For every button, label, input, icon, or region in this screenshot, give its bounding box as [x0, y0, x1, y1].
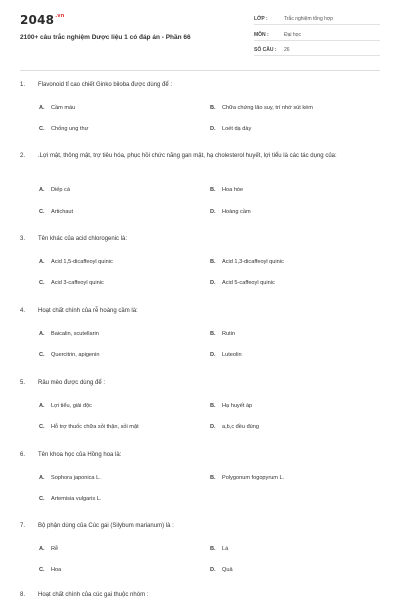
question-body: Hoạt chất chính của cúc gai thuộc nhóm :	[38, 592, 149, 598]
option-c[interactable]	[39, 352, 100, 358]
question-number: 3.	[20, 236, 26, 242]
meta-subject-value: Đại học	[284, 32, 301, 38]
option-letter: B.	[210, 475, 216, 481]
option-letter: D.	[210, 567, 216, 573]
option-text: Quả	[222, 567, 233, 573]
option-letter: B.	[210, 331, 216, 337]
question-body: Hoạt chất chính của rễ hoàng cầm là:	[38, 308, 138, 314]
option-letter: B.	[210, 187, 216, 193]
option-letter: D.	[210, 424, 216, 430]
question-body: Bộ phận dùng của Cúc gai (Silybum marianum) là :	[38, 523, 174, 529]
question-text	[20, 306, 375, 317]
option-d[interactable]	[210, 280, 275, 286]
option-letter: C.	[39, 567, 45, 573]
option-b[interactable]	[210, 259, 284, 265]
option-text: Rutin	[222, 331, 236, 337]
option-text: a,b,c đều đúng	[222, 424, 260, 430]
option-letter: A.	[39, 105, 45, 111]
site-logo[interactable]	[20, 13, 65, 27]
option-text: Hỗ trợ thuốc chữa sỏi thận, sỏi mật	[51, 424, 139, 430]
question-number: 8.	[20, 592, 26, 598]
option-c[interactable]	[39, 209, 73, 215]
question-body: Tên khoa học của Hồng hoa là:	[38, 452, 122, 458]
question-body: Flavonoid tỉ cao chiết Ginko biloba được dùng để :	[38, 82, 173, 88]
question-text	[20, 151, 375, 162]
option-letter: C.	[39, 209, 45, 215]
meta-count-label: SỐ CÂU :	[254, 47, 277, 53]
option-text: Luteolin	[222, 352, 242, 358]
option-letter: B.	[210, 105, 216, 111]
option-letter: A.	[39, 403, 45, 409]
option-a[interactable]	[39, 331, 99, 337]
option-c[interactable]	[39, 496, 101, 502]
option-letter: C.	[39, 126, 45, 132]
option-text: Artemisia vulgaris L.	[51, 496, 102, 502]
option-d[interactable]	[210, 209, 251, 215]
option-b[interactable]	[210, 331, 235, 337]
page-header	[0, 0, 400, 72]
option-a[interactable]	[39, 546, 58, 552]
question-number: 2.	[20, 153, 26, 159]
option-text: Hạ huyết áp	[222, 403, 253, 409]
option-text: Rễ	[51, 546, 59, 552]
option-text: Sophora japonica L.	[51, 475, 101, 481]
meta-subject	[254, 30, 380, 41]
option-letter: A.	[39, 331, 45, 337]
option-a[interactable]	[39, 475, 101, 481]
option-text: Quercitrin, apigenin	[51, 352, 100, 358]
option-d[interactable]	[210, 126, 251, 132]
option-d[interactable]	[210, 424, 259, 430]
option-text: Hoa	[51, 567, 62, 573]
meta-class-value: Trắc nghiệm tổng hợp	[284, 16, 333, 22]
option-b[interactable]	[210, 403, 252, 409]
option-a[interactable]	[39, 259, 113, 265]
question-number: 6.	[20, 452, 26, 458]
meta-class	[254, 14, 380, 25]
option-text: Polygonum fogopyrum L.	[222, 475, 285, 481]
logo-text: 2048	[20, 13, 55, 27]
option-letter: A.	[39, 546, 45, 552]
option-letter: D.	[210, 280, 216, 286]
question-body: Tên khác của acid chlorogenic là:	[38, 236, 128, 242]
option-letter: B.	[210, 403, 216, 409]
option-c[interactable]	[39, 126, 88, 132]
option-text: Acid 3-caffeoyl quinic	[51, 280, 104, 286]
option-b[interactable]	[210, 187, 243, 193]
option-b[interactable]	[210, 546, 228, 552]
option-text: Acid 5-caffeoyl quinic	[222, 280, 275, 286]
meta-class-label: LỚP :	[254, 16, 268, 22]
option-b[interactable]	[210, 475, 284, 481]
question-text	[20, 80, 375, 91]
question-number: 7.	[20, 523, 26, 529]
question-number: 4.	[20, 308, 26, 314]
option-text: Acid 1,3-dicaffeoyl quinic	[222, 259, 284, 265]
option-a[interactable]	[39, 105, 75, 111]
question-body: .Lợi mật, thông mật, trợ tiêu hóa, phục hồi chức năng gan mật, hạ cholesterol huyết, lợi tiểu là các tác dụng của:	[38, 153, 337, 159]
meta-subject-label: MÔN :	[254, 32, 269, 38]
option-text: Diếp cá	[51, 187, 70, 193]
option-a[interactable]	[39, 403, 92, 409]
option-letter: A.	[39, 187, 45, 193]
option-d[interactable]	[210, 567, 233, 573]
header-divider	[20, 70, 380, 71]
logo-suffix: .vn	[55, 13, 65, 19]
option-text: Hoa hòe	[222, 187, 244, 193]
option-c[interactable]	[39, 567, 61, 573]
question-number: 5.	[20, 380, 26, 386]
option-letter: C.	[39, 280, 45, 286]
question-text	[20, 378, 375, 389]
question-text	[20, 521, 375, 532]
option-text: Lá	[222, 546, 229, 552]
option-letter: C.	[39, 352, 45, 358]
option-d[interactable]	[210, 352, 242, 358]
option-text: Chống ung thư	[51, 126, 89, 132]
option-text: Chữa chứng lão suy, trí nhớ sút kém	[222, 105, 313, 111]
question-text	[20, 590, 375, 600]
option-text: Acid 1,5-dicaffeoyl quinic	[51, 259, 113, 265]
option-letter: D.	[210, 352, 216, 358]
option-c[interactable]	[39, 280, 104, 286]
question-text	[20, 234, 375, 245]
option-letter: A.	[39, 259, 45, 265]
option-letter: C.	[39, 424, 45, 430]
option-letter: B.	[210, 259, 216, 265]
option-letter: A.	[39, 475, 45, 481]
meta-count	[254, 45, 380, 56]
page-title: 2100+ câu trắc nghiệm Dược liệu 1 có đáp án - Phần 66	[20, 34, 191, 41]
question-number: 1.	[20, 82, 26, 88]
option-text: Lợi tiểu, giải độc	[51, 403, 92, 409]
option-text: Baicalin, scutellarin	[51, 331, 99, 337]
option-text: Cầm máu	[51, 105, 76, 111]
question-text	[20, 450, 375, 461]
option-text: Loét dạ dày	[222, 126, 252, 132]
option-letter: D.	[210, 209, 216, 215]
option-letter: B.	[210, 546, 216, 552]
meta-count-value: 26	[284, 47, 290, 53]
option-letter: C.	[39, 496, 45, 502]
option-letter: D.	[210, 126, 216, 132]
option-b[interactable]	[210, 105, 313, 111]
option-a[interactable]	[39, 187, 70, 193]
option-c[interactable]	[39, 424, 139, 430]
question-body: Râu mèo được dùng để :	[38, 380, 105, 386]
option-text: Hoàng cầm	[222, 209, 251, 215]
option-text: Artichaut	[51, 209, 74, 215]
